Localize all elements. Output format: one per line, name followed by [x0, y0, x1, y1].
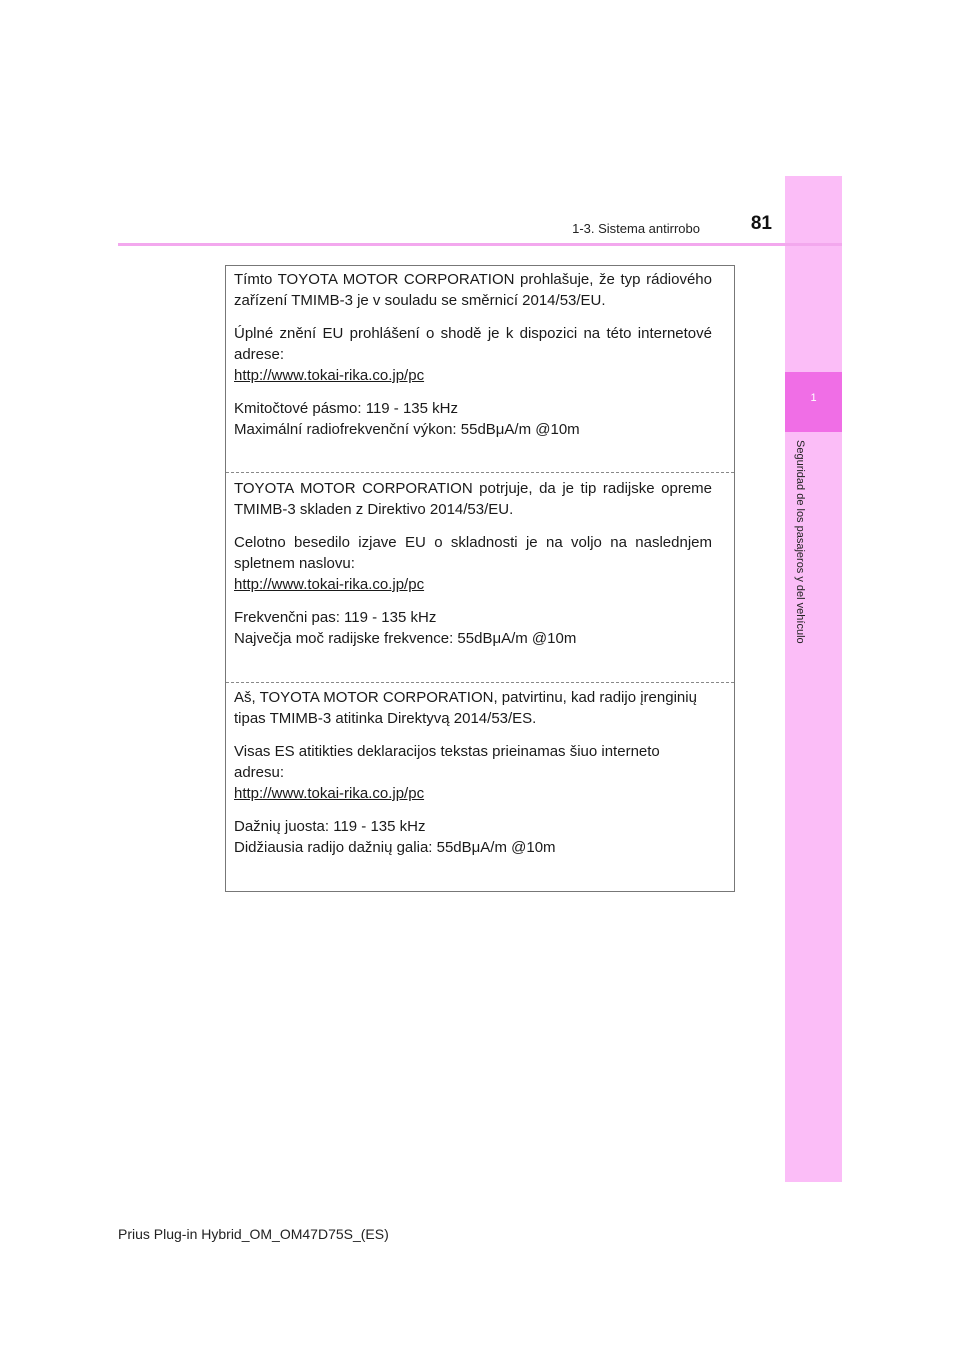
lithuanian-power: Didžiausia radijo dažnių galia: 55dBμA/m @10m — [234, 839, 556, 856]
declaration-box — [225, 265, 735, 892]
lithuanian-frequency: Dažnių juosta: 119 - 135 kHz — [234, 818, 426, 835]
lithuanian-url-link[interactable]: http://www.tokai-rika.co.jp/pc — [234, 785, 425, 802]
slovenian-availability: Celotno besedilo izjave EU o skladnosti je na voljo na naslednjem spletnem naslovu: — [234, 534, 712, 572]
slovenian-url-link[interactable]: http://www.tokai-rika.co.jp/pc — [234, 576, 425, 593]
page-number: 81 — [750, 213, 772, 234]
czech-frequency: Kmitočtové pásmo: 119 - 135 kHz — [234, 400, 458, 417]
slovenian-power: Največja moč radijske frekvence: 55dBμA/m @10m — [234, 630, 577, 647]
chapter-number: 1 — [810, 392, 817, 404]
czech-url-link[interactable]: http://www.tokai-rika.co.jp/pc — [234, 367, 425, 384]
document-id: Prius Plug-in Hybrid_OM_OM47D75S_(ES) — [118, 1226, 389, 1242]
lithuanian-statement: Aš, TOYOTA MOTOR CORPORATION, patvirtinu, kad radijo įrenginių tipas TMIMB-3 atitinka Direktyvą 2014/53/ES. — [234, 689, 697, 727]
slovenian-frequency: Frekvenčni pas: 119 - 135 kHz — [234, 609, 437, 626]
declaration-czech — [226, 269, 734, 440]
czech-availability: Úplné znění EU prohlášení o shodě je k dispozici na této internetové adrese: — [234, 325, 712, 363]
section-title: 1-3. Sistema antirrobo — [572, 221, 700, 236]
czech-statement: Tímto TOYOTA MOTOR CORPORATION prohlašuje, že typ rádiového zařízení TMIMB-3 je v souladu se směrnicí 2014/53/EU. — [234, 271, 712, 309]
section-divider — [226, 472, 734, 473]
lithuanian-availability: Visas ES atitikties deklaracijos tekstas prieinamas šiuo interneto adresu: — [234, 743, 660, 781]
section-divider — [226, 682, 734, 683]
declaration-lithuanian — [226, 687, 734, 858]
declaration-slovenian — [226, 478, 734, 649]
chapter-label: Seguridad de los pasajeros y del vehículo — [794, 440, 806, 644]
czech-power: Maximální radiofrekvenční výkon: 55dBμA/m @10m — [234, 421, 580, 438]
header-rule — [118, 243, 842, 246]
slovenian-statement: TOYOTA MOTOR CORPORATION potrjuje, da je tip radijske opreme TMIMB-3 skladen z Direktivo 2014/53/EU. — [234, 480, 712, 518]
